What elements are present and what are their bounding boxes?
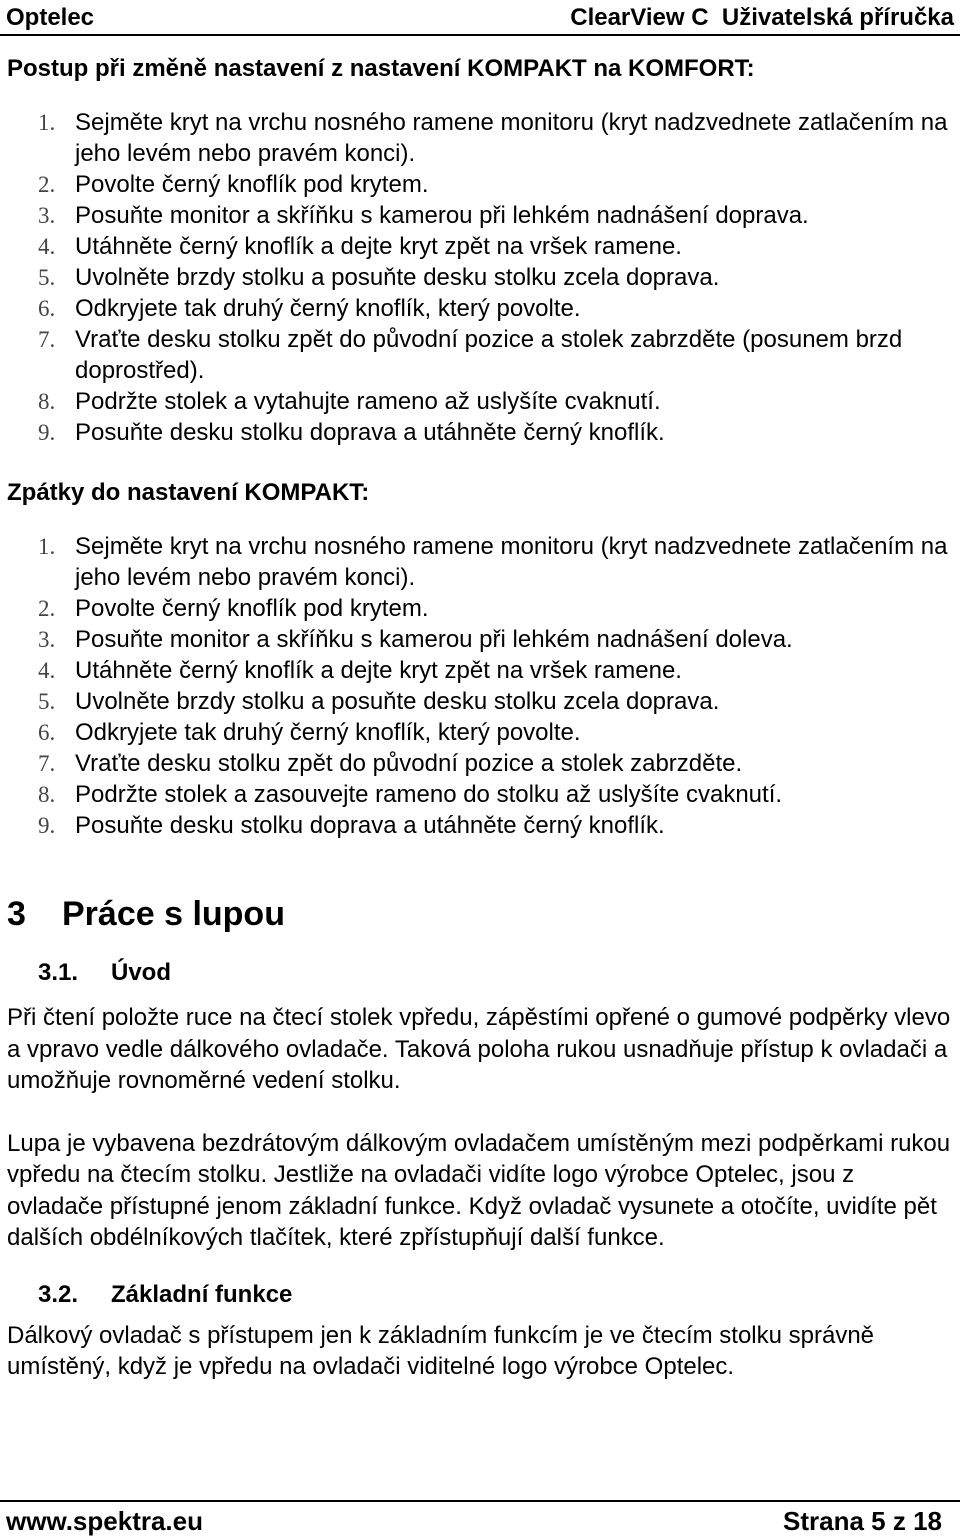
paragraph: Při čtení položte ruce na čtecí stolek vpředu, zápěstími opřené o gumové podpěrky vlevo a vpravo vedle dálkového ovladače. Taková poloha rukou usnadňuje přístup k ovladači a umožňuje rovnoměrné vedení stolku.: [7, 1004, 951, 1094]
step-text: Uvolněte brzdy stolku a posuňte desku stolku zcela doprava.: [75, 688, 720, 715]
step-text: Podržte stolek a vytahujte rameno až uslyšíte cvaknutí.: [75, 388, 661, 415]
list-item: [7, 717, 952, 748]
step-number: 9.: [38, 420, 56, 445]
list-item: [7, 810, 952, 841]
header-doc-title: ClearView C Uživatelská příručka: [570, 4, 954, 31]
step-text: Posuňte monitor a skříňku s kamerou při lehkém nadnášení doleva.: [75, 626, 793, 653]
header-brand: Optelec: [6, 4, 95, 31]
step-number: 7.: [38, 327, 56, 352]
paragraph: Lupa je vybavena bezdrátovým dálkovým ovladačem umístěným mezi podpěrkami rukou vpředu na čtecím stolku. Jestliže na ovladači vidíte logo výrobce Optelec, jsou z ovladače přístupné jenom základní funkce. Když ovladač vysunete a otočíte, uvidíte pět dalších obdélníkových tlačítek, které zpřístupňují další funkce.: [7, 1129, 951, 1251]
subsection-number: 3.1.: [38, 959, 79, 986]
paragraph: Dálkový ovladač s přístupem jen k základním funkcím je ve čtecím stolku správně umístěný, když je vpředu na ovladači viditelné logo výrobce Optelec.: [7, 1321, 875, 1380]
step-number: 8.: [38, 782, 56, 807]
list-item: [7, 169, 952, 200]
chapter-heading: [7, 894, 952, 934]
section-title-kompakt: Zpátky do nastavení KOMPAKT:: [7, 479, 370, 506]
list-item: [7, 655, 952, 686]
step-text: Vraťte desku stolku zpět do původní pozice a stolek zabrzděte (posunem brzd doprostřed).: [75, 326, 903, 384]
list-item: [7, 200, 952, 231]
step-number: 5.: [38, 689, 56, 714]
step-text: Povolte černý knoflík pod krytem.: [75, 595, 429, 622]
step-text: Sejměte kryt na vrchu nosného ramene monitoru (kryt nadzvednete zatlačením na jeho levém nebo pravém konci).: [75, 533, 948, 591]
step-text: Sejměte kryt na vrchu nosného ramene monitoru (kryt nadzvednete zatlačením na jeho levém nebo pravém konci).: [75, 109, 948, 167]
subsection-title: Základní funkce: [111, 1280, 293, 1308]
step-number: 9.: [38, 813, 56, 838]
list-item: [7, 624, 952, 655]
list-item: [7, 686, 952, 717]
list-item: [7, 262, 952, 293]
subsection-heading-uvod: [7, 958, 952, 988]
step-number: 4.: [38, 658, 56, 683]
step-number: 6.: [38, 720, 56, 745]
step-number: 4.: [38, 234, 56, 259]
step-text: Utáhněte černý knoflík a dejte kryt zpět na vršek ramene.: [75, 657, 682, 684]
step-text: Vraťte desku stolku zpět do původní pozice a stolek zabrzděte.: [75, 750, 743, 777]
subsection-heading-zakladni-funkce: [7, 1280, 952, 1310]
list-item: [7, 748, 952, 779]
step-number: 3.: [38, 203, 56, 228]
footer-website: www.spektra.eu: [6, 1506, 203, 1536]
step-number: 1.: [38, 110, 56, 135]
list-item: [7, 386, 952, 417]
kompakt-steps-list: [7, 531, 952, 841]
step-number: 2.: [38, 596, 56, 621]
step-number: 5.: [38, 265, 56, 290]
list-item: [7, 417, 952, 448]
list-item: [7, 779, 952, 810]
komfort-steps-list: [7, 107, 952, 448]
step-number: 6.: [38, 296, 56, 321]
step-text: Povolte černý knoflík pod krytem.: [75, 171, 429, 198]
chapter-number: 3: [7, 895, 26, 933]
subsection-number: 3.2.: [38, 1280, 79, 1308]
list-item: [7, 531, 952, 593]
list-item: [7, 593, 952, 624]
page-footer: [0, 1500, 960, 1540]
step-number: 2.: [38, 172, 56, 197]
page-header: [0, 0, 960, 36]
chapter-title: Práce s lupou: [62, 895, 285, 933]
list-item: [7, 293, 952, 324]
step-text: Posuňte monitor a skříňku s kamerou při lehkém nadnášení doprava.: [75, 202, 809, 229]
step-text: Odkryjete tak druhý černý knoflík, který povolte.: [75, 295, 581, 322]
step-number: 7.: [38, 751, 56, 776]
list-item: [7, 107, 952, 169]
step-text: Utáhněte černý knoflík a dejte kryt zpět na vršek ramene.: [75, 233, 682, 260]
list-item: [7, 324, 952, 386]
step-text: Uvolněte brzdy stolku a posuňte desku stolku zcela doprava.: [75, 264, 720, 291]
step-text: Odkryjete tak druhý černý knoflík, který povolte.: [75, 719, 581, 746]
step-number: 1.: [38, 534, 56, 559]
section-title-komfort: Postup při změně nastavení z nastavení KOMPAKT na KOMFORT:: [7, 55, 755, 82]
step-text: Posuňte desku stolku doprava a utáhněte černý knoflík.: [75, 812, 665, 839]
step-text: Podržte stolek a zasouvejte rameno do stolku až uslyšíte cvaknutí.: [75, 781, 783, 808]
page-content: [7, 54, 952, 1383]
footer-page-number: Strana 5 z 18: [783, 1506, 942, 1536]
list-item: [7, 231, 952, 262]
step-number: 3.: [38, 627, 56, 652]
step-text: Posuňte desku stolku doprava a utáhněte černý knoflík.: [75, 419, 665, 446]
subsection-title: Úvod: [111, 959, 171, 986]
step-number: 8.: [38, 389, 56, 414]
